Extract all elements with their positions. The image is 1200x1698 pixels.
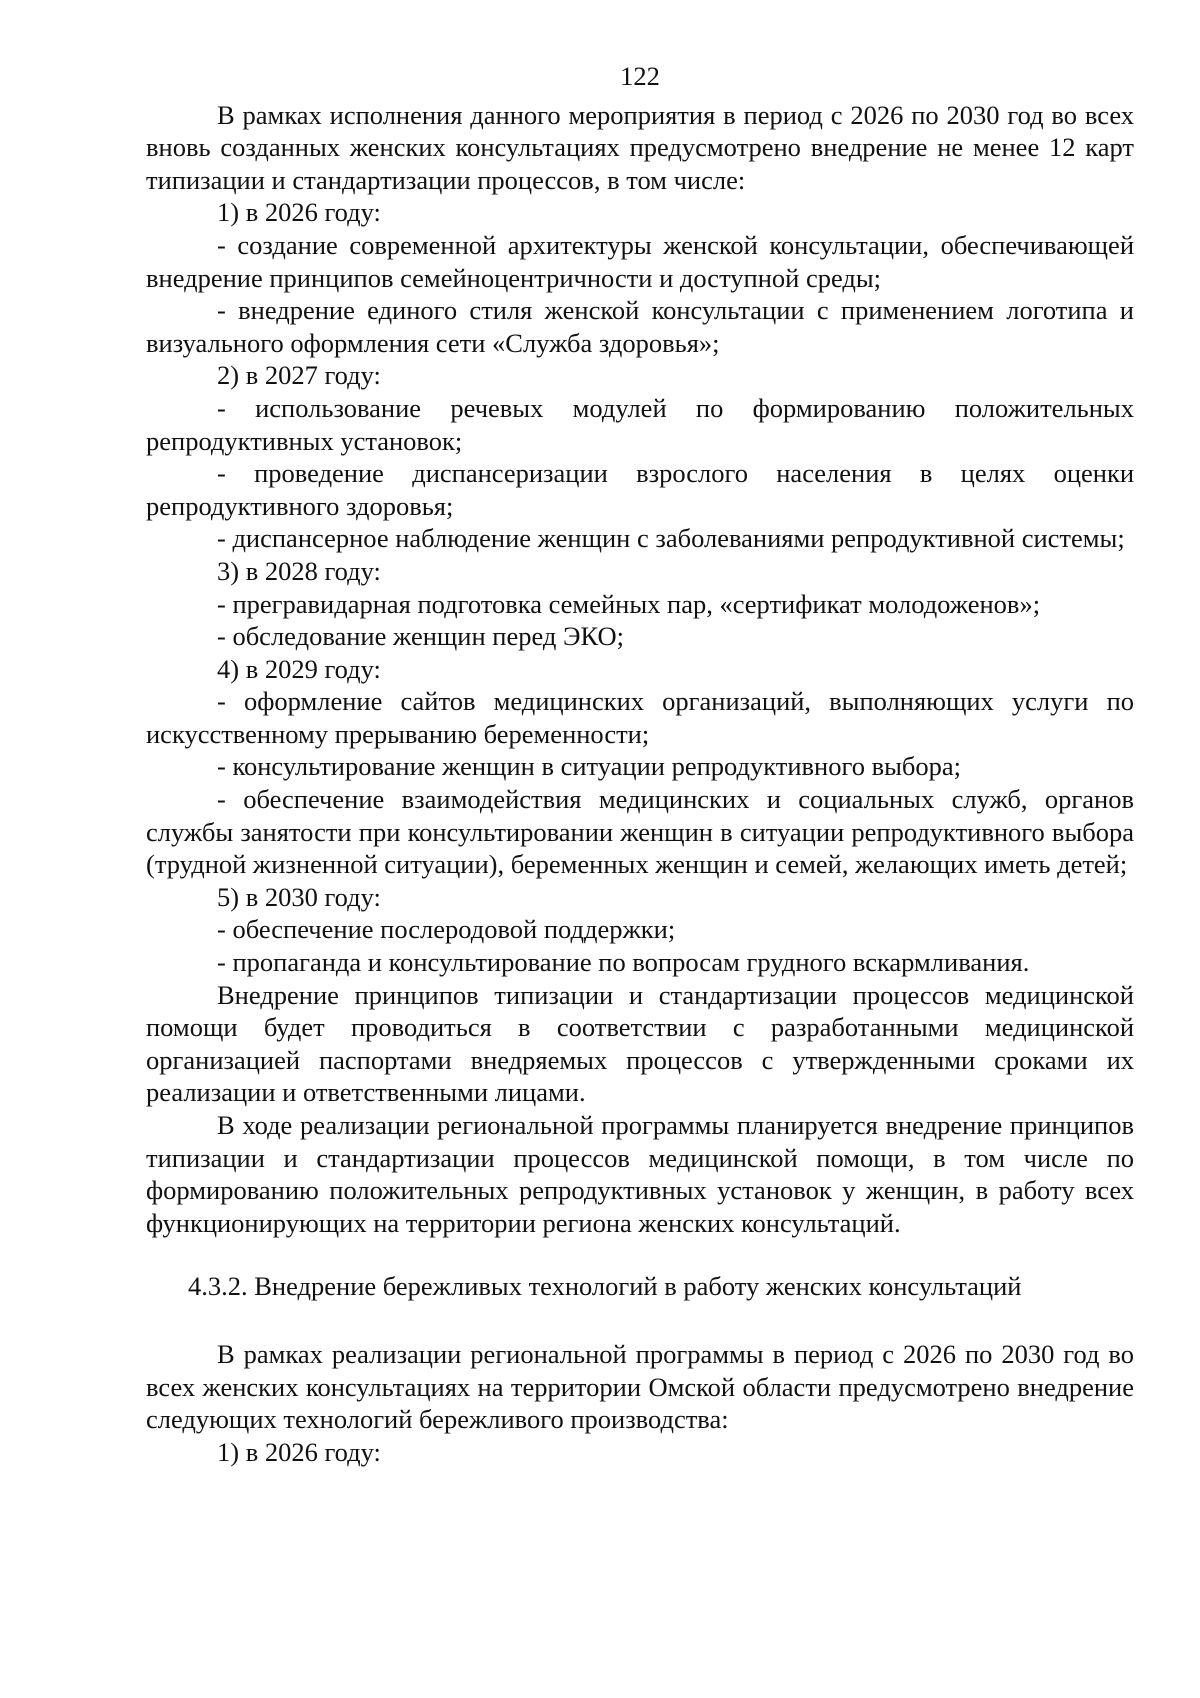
paragraph-intro: В рамках исполнения данного мероприятия в период с 2026 по 2030 год во всех вновь созданных женских консультациях предусмотрено внедрение не менее 12 карт типизации и стандартизации процессов, в том числе: <box>146 99 1134 195</box>
page-number: 122 <box>620 61 660 91</box>
list-item: - проведение диспансеризации взрослого населения в целях оценки репродуктивного здоровья; <box>146 458 1134 521</box>
list-item: - использование речевых модулей по формированию положительных репродуктивных установок; <box>146 392 1134 456</box>
document-page <box>146 60 1134 1468</box>
section-paragraph: В рамках реализации региональной программы в период с 2026 по 2030 год во всех женских консультациях на территории Омской области предусмотрено внедрение следующих технологий бережливого производства: <box>146 1338 1134 1435</box>
year-2028-item: 3) в 2028 году: <box>217 555 381 586</box>
list-item: - внедрение единого стиля женской консультации с применением логотипа и визуального оформления сети «Служба здоровья»; <box>146 295 1134 358</box>
year-2026-item: 1) в 2026 году: <box>217 1436 381 1467</box>
year-2029-item: 4) в 2029 году: <box>217 653 381 684</box>
year-2026-item: 1) в 2026 году: <box>217 197 381 228</box>
paragraph-regional-program: В ходе реализации региональной программы планируется внедрение принципов типизации и стандартизации процессов медицинской помощи, в том числе по формированию положительных репродуктивных установок у женщин, в работу всех функционирующих на территории региона женских консультаций. <box>146 1110 1134 1238</box>
paragraph-implementation: Внедрение принципов типизации и стандартизации процессов медицинской помощи будет проводиться в соответствии с разработанными медицинской организацией паспортами внедряемых процессов с утвержденными сроками их реализации и ответственными лицами. <box>146 979 1134 1108</box>
list-item: - обеспечение послеродовой поддержки; <box>217 914 676 945</box>
list-item: - оформление сайтов медицинских организаций, выполняющих услуги по искусственному прерыванию беременности; <box>146 686 1134 749</box>
list-item: - прегравидарная подготовка семейных пар, «сертификат молодоженов»; <box>217 588 1041 619</box>
year-2027-item: 2) в 2027 году: <box>217 360 381 391</box>
section-heading: 4.3.2. Внедрение бережливых технологий в работу женских консультаций <box>188 1271 1022 1302</box>
list-item: - диспансерное наблюдение женщин с заболеваниями репродуктивной системы; <box>217 523 1125 554</box>
list-item: - создание современной архитектуры женской консультации, обеспечивающей внедрение принципов семейноцентричности и доступной среды; <box>146 229 1134 293</box>
list-item: - обеспечение взаимодействия медицинских и социальных служб, органов службы занятости при консультировании женщин в ситуации репродуктивного выбора (трудной жизненной ситуации), беременных женщин и семей, желающих иметь детей; <box>146 784 1134 880</box>
year-2030-item: 5) в 2030 году: <box>217 881 381 912</box>
list-item: - консультирование женщин в ситуации репродуктивного выбора; <box>217 751 961 782</box>
list-item: - обследование женщин перед ЭКО; <box>217 621 625 652</box>
list-item: - пропаганда и консультирование по вопросам грудного вскармливания. <box>217 947 1030 978</box>
